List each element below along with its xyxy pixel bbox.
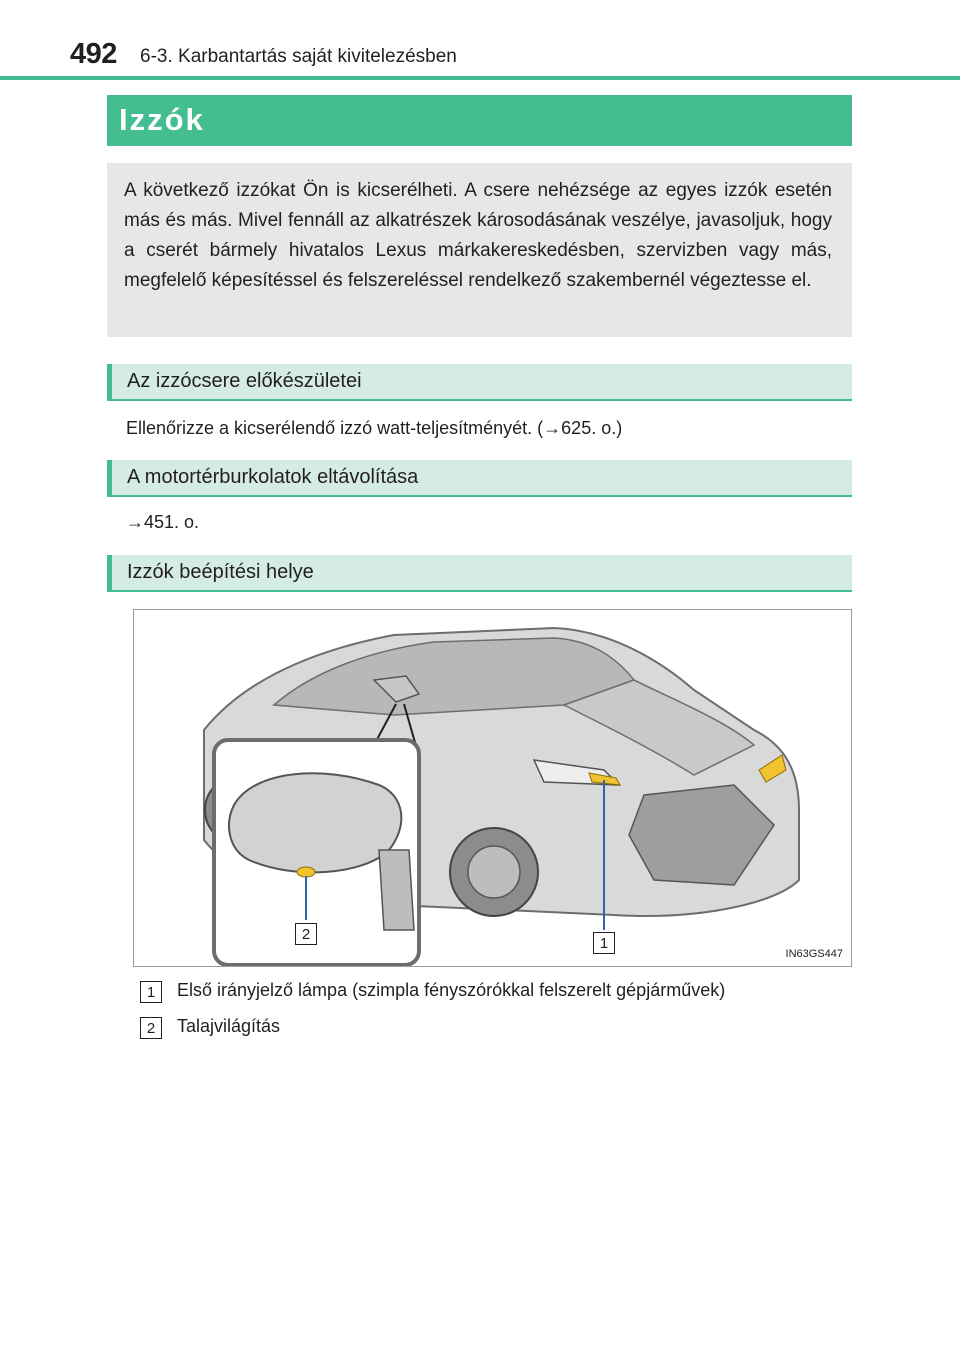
covers-text: →451. o.	[126, 512, 200, 532]
legend-text-1: Első irányjelző lámpa (szimpla fényszórókkal felszerelt gépjárművek)	[177, 980, 726, 1000]
page-number: 492	[70, 38, 117, 70]
legend-num-1: 1	[140, 981, 162, 1003]
mirror-closeup	[229, 773, 401, 872]
puddle-lamp	[297, 867, 315, 877]
header-rule	[0, 76, 960, 80]
front-rim	[468, 846, 520, 898]
main-title: Izzók	[119, 102, 205, 137]
subheading-locations	[107, 555, 852, 592]
subheading-locations-label: Izzók beépítési helye	[127, 561, 314, 583]
legend-text-2: Talajvilágítás	[177, 1016, 281, 1036]
car-illustration	[133, 609, 852, 967]
callout-1: 1	[593, 932, 615, 954]
car-drawing	[134, 610, 852, 967]
section-title: 6-3. Karbantartás saját kivitelezésben	[140, 46, 457, 67]
subheading-prep	[107, 364, 852, 401]
subheading-prep-label: Az izzócsere előkészületei	[127, 370, 362, 392]
subheading-covers-label: A motortérburkolatok eltávolítása	[127, 466, 419, 488]
figure-code: IN63GS447	[785, 948, 843, 960]
legend-num-2: 2	[140, 1017, 162, 1039]
mirror-stalk	[379, 850, 414, 930]
subheading-covers	[107, 460, 852, 497]
callout-2: 2	[295, 923, 317, 945]
main-title-banner	[107, 95, 852, 146]
prep-text: Ellenőrizze a kicserélendő izzó watt-teljesítményét. (→625. o.)	[126, 418, 623, 438]
page-header	[0, 0, 960, 80]
intro-box: A következő izzókat Ön is kicserélheti. A csere nehézsége az egyes izzók esetén más és más. Mivel fennáll az alkatrészek károsodásának veszélye, javasoljuk, hogy a cserét bármely hivatalos Lexus márkakereskedésben, szervizben vagy más, megfelelő képesítéssel és felszereléssel rendelkező szakembernél végeztesse el.	[107, 163, 852, 337]
